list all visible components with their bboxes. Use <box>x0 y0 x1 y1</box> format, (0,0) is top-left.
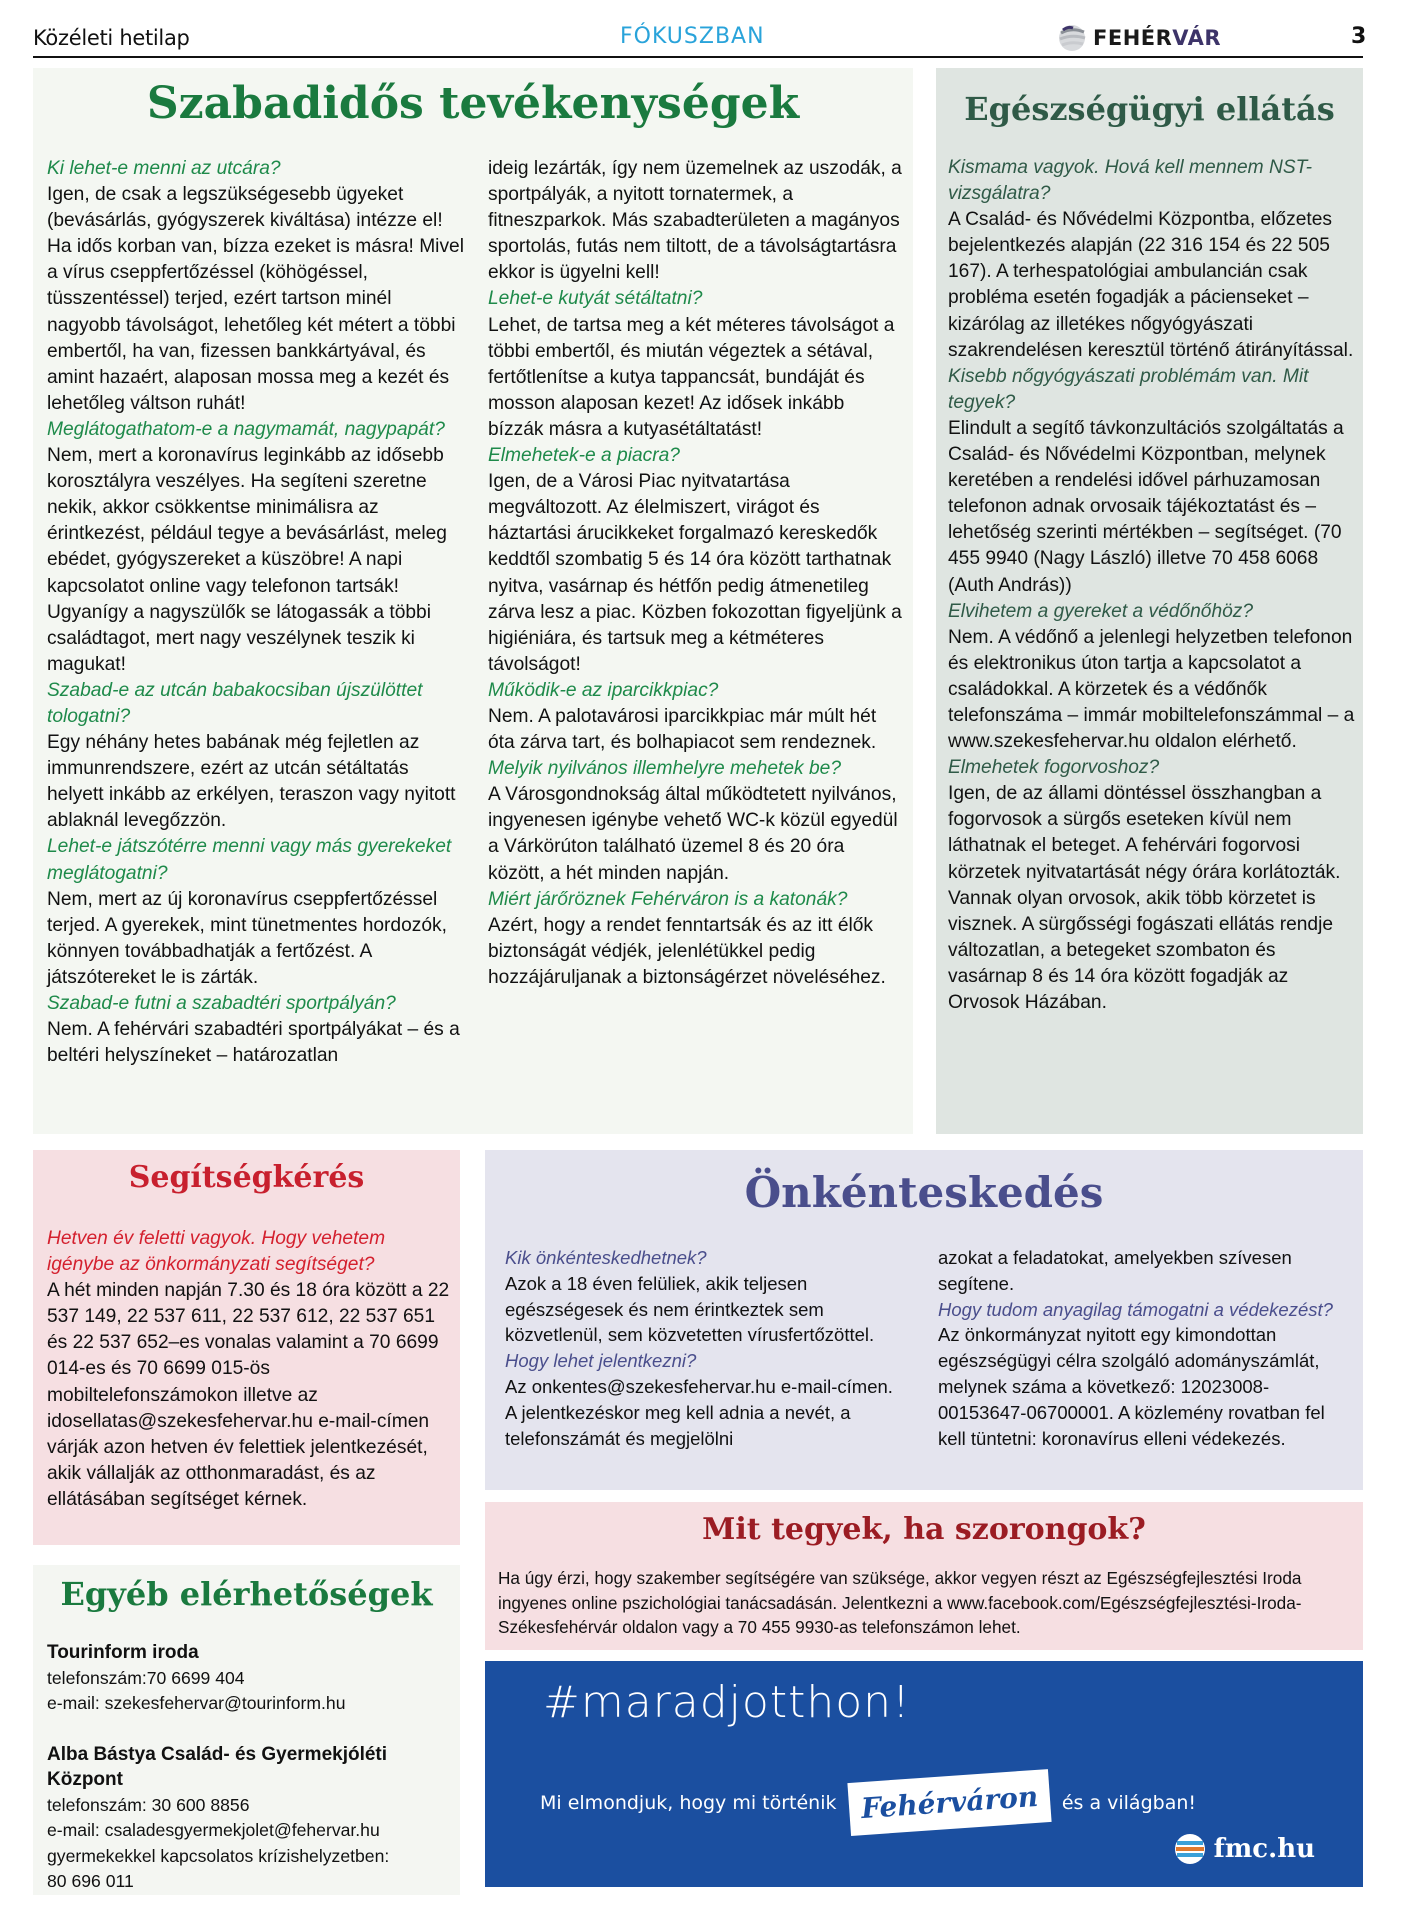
answer-text: A Városgondnokság által működtetett nyilvános, ingyenesen igénybe vehető WC-k közül egyedül a Várkörúton található üzemel 8 és 20 óra között, a hét minden napján. <box>488 784 898 884</box>
answer-text: Ha úgy érzi, hogy szakember segítségére van szüksége, akkor vegyen részt az Egészségfejlesztési Iroda ingyenes online pszichológiai tanácsadásán. Jelentkezni a www.facebook.com/Egészségfejlesztési-Iroda-Székesfehérvár oldalon vagy a 70 455 9930-as telefonszámon lehet. <box>498 1568 1302 1638</box>
section-title-onkentes: Önkénteskedés <box>744 1168 1104 1217</box>
szorongas-text <box>498 1566 1354 1640</box>
question-text: Működik-e az iparcikkpiac? <box>488 679 719 701</box>
ad-slogan-after: és a világban! <box>1061 1791 1196 1814</box>
contact-line: 80 696 011 <box>47 1871 134 1891</box>
answer-text: Nem. A fehérvári szabadtéri sportpályákat – és a beltéri helyszíneket – határozatlan <box>47 1019 460 1067</box>
ad-card-feherváron: Fehérváron <box>847 1769 1052 1836</box>
answer-text: Igen, de a Városi Piac nyitvatartása megváltozott. Az élelmiszert, virágot és háztartási árucikkeket forgalmazó kereskedők keddtől szombatig 5 és 14 óra között tarthatnak nyitva, vasárnap és hétfőn pedig átmenetileg zárva lesz a piac. Közben fokozottan figyeljünk a higiéniára, és tartsuk meg a kétméteres távolságot! <box>488 471 902 675</box>
contact-line: telefonszám: 30 600 8856 <box>47 1794 250 1815</box>
egyeb-contacts <box>47 1640 457 1895</box>
onkentes-column-1 <box>505 1245 905 1451</box>
answer-text: Azok a 18 éven felüliek, akik teljesen egészségesek és nem érintkeztek sem közvetlenül, sem közvetetten vírusfertőzöttel. <box>505 1272 875 1346</box>
question-text: Kik önkénteskedhetnek? <box>505 1247 707 1268</box>
section-title-szabadido: Szabadidős tevékenységek <box>146 78 800 129</box>
answer-text: azokat a feladatokat, amelyekben szívesen segítene. <box>938 1247 1292 1294</box>
question-text: Kisebb nőgyógyászati problémám van. Mit tegyek? <box>948 365 1309 413</box>
question-text: Elmehetek-e a piacra? <box>488 445 680 467</box>
page-number: 3 <box>1351 24 1367 49</box>
answer-text: ideig lezárták, így nem üzemelnek az uszodák, a sportpályák, a nyitott tornatermek, a fitneszparkok. Más szabadterületen a magányos sportolás, futás nem tiltott, de a távolságtartásra ekkor is ügyelni kell! <box>488 158 902 284</box>
section-title-szorongas: Mit tegyek, ha szorongok? <box>702 1512 1146 1547</box>
contact-org-name: Tourinform iroda <box>47 1642 199 1663</box>
question-text: Meglátogathatom-e a nagymamát, nagypapát? <box>47 418 445 440</box>
answer-text: Egy néhány hetes babának még fejletlen az immunrendszere, ezért az utcán sétáltatás helyett inkább az erkélyen, teraszon vagy nyitott ablaknál levegőzzön. <box>47 732 456 832</box>
answer-text: Igen, de az állami döntéssel összhangban a fogorvosok a sürgős eseteken kívül nem láthatnak el beteget. A fehérvári fogorvosi körzetek nyitvatartását négy órára korlátozták. Vannak olyan orvosok, akik több körzetet is visznek. A sürgősségi fogászati ellátás rendje változatlan, a betegeket szombaton és vasárnap 8 és 14 óra között fogadják az Orvosok Házában. <box>948 783 1341 1013</box>
ad-slogan <box>540 1776 1196 1829</box>
logo-text-feher: FEHÉR <box>1093 26 1173 50</box>
question-text: Elvihetem a gyereket a védőnőhöz? <box>948 600 1254 622</box>
answer-text: Nem, mert az új koronavírus cseppfertőzéssel terjed. A gyerekek, mint tünetmentes hordozók, könnyen továbbadhatják a fertőzést. A játszótereket le is zárták. <box>47 888 447 988</box>
answer-text: A hét minden napján 7.30 és 18 óra között a 22 537 149, 22 537 611, 22 537 612, 22 537 651 és 22 537 652–es vonalas valamint a 70 6699 014-es és 70 6699 015-ös mobiltelefonszámokon illetve az idosellatas@szekesfehervar.hu e-mail-címen várják azon hetven év felettiek jelentkezését, akik vállalják az otthonmaradást, és az ellátásában segítséget kérnek. <box>47 1280 450 1510</box>
header-rule <box>33 56 1363 58</box>
ad-banner-maradjotthon[interactable] <box>485 1661 1363 1887</box>
ad-slogan-before: Mi elmondjuk, hogy mi történik <box>540 1791 837 1814</box>
question-text: Ki lehet-e menni az utcára? <box>47 158 281 179</box>
onkentes-column-2 <box>938 1245 1356 1451</box>
contact-line: e-mail: csaladesgyermekjolet@fehervar.hu <box>47 1820 380 1840</box>
fmc-globe-icon <box>1174 1833 1206 1865</box>
contact-line: e-mail: szekesfehervar@tourinform.hu <box>47 1693 346 1713</box>
answer-text: Elindult a segítő távkonzultációs szolgáltatás a Család- és Nővédelmi Központban, melynek keretében a rendelési idővel párhuzamosan telefonon adnak orvosaik tájékoztatást és – lehetőség szerinti mértékben – segítséget. (70 455 9940 (Nagy László) illetve 70 458 6068 (Auth András)) <box>948 417 1344 596</box>
question-text: Szabad-e az utcán babakocsiban újszülöttet tologatni? <box>47 679 423 727</box>
question-text: Elmehetek fogorvoshoz? <box>948 757 1160 779</box>
question-text: Szabad-e futni a szabadtéri sportpályán? <box>47 993 396 1014</box>
contact-line: gyermekekkel kapcsolatos krízishelyzetben: <box>47 1845 390 1866</box>
answer-text: Lehet, de tartsa meg a két méteres távolságot a többi embertől, és miután végeztek a sétával, fertőtlenítse a kutya tappancsát, bundáját és mosson alaposan kezet! Az idősek inkább bízzák másra a kutyasétáltatást! <box>488 314 895 440</box>
question-text: Miért járőröznek Fehérváron is a katonák? <box>488 888 848 910</box>
question-text: Hogy lehet jelentkezni? <box>505 1350 697 1372</box>
globe-logo-icon <box>1057 23 1087 53</box>
szabadido-column-1 <box>47 156 465 1069</box>
answer-text: Nem. A védőnő a jelenlegi helyzetben telefonon és elektronikus úton tartja a kapcsolatot a családokkal. A körzetek és a védőnők telefonszáma – immár mobiltelefonszámmal – a www.szekesfehervar.hu oldalon elérhető. <box>948 626 1355 753</box>
header-logo <box>1057 23 1221 53</box>
answer-text: Az önkormányzat nyitott egy kimondottan egészségügyi célra szolgáló adományszámlát, melynek száma a következő: 12023008-00153647-06700001. A közlemény rovatban fel kell tüntetni: koronavírus elleni védekezés. <box>938 1324 1325 1449</box>
answer-text: A Család- és Nővédelmi Központba, előzetes bejelentkezés alapján (22 316 154 és 22 505 167). A terhespatológiai ambulancián csak probléma esetén fogadják a pácienseket – kizárólag az illetékes nőgyógyászati szakrendelésen keresztül történő átirányítással. <box>948 209 1354 361</box>
section-title-segitseg: Segítségkérés <box>128 1160 365 1195</box>
spacer <box>47 1717 457 1742</box>
question-text: Melyik nyilvános illemhelyre mehetek be? <box>488 758 841 780</box>
question-text: Hetven év feletti vagyok. Hogy vehetem igénybe az önkormányzati segítséget? <box>47 1228 386 1276</box>
ad-hashtag: #maradjotthon! <box>543 1677 911 1728</box>
ad-site-link[interactable] <box>1174 1833 1315 1865</box>
header-section: FÓKUSZBAN <box>620 24 765 49</box>
szabadido-column-2 <box>488 156 903 991</box>
answer-text: Nem, mert a koronavírus leginkább az idősebb korosztályra veszélyes. Ha segíteni szeretne nekik, akkor csökkentse minimálisra az érintkezést, például tegye a bevásárlást, meleg ebédet, gyógyszereket a küszöbre! A napi kapcsolatot online vagy telefonon tartsák! Ugyanígy a nagyszülők se látogassák a többi családtagot, mert nagy veszélynek teszik ki magukat! <box>47 445 447 675</box>
question-text: Lehet-e játszótérre menni vagy más gyerekeket meglátogatni? <box>47 836 452 884</box>
question-text: Kismama vagyok. Hová kell mennem NST-vizsgálatra? <box>948 157 1312 205</box>
question-text: Lehet-e kutyát sétáltatni? <box>488 288 703 310</box>
question-text: Hogy tudom anyagilag támogatni a védekezést? <box>938 1298 1333 1320</box>
section-title-egyeb: Egyéb elérhetőségek <box>60 1575 433 1613</box>
contact-line: telefonszám:70 6699 404 <box>47 1667 245 1688</box>
segitseg-column <box>47 1226 452 1513</box>
ad-site-text: fmc.hu <box>1213 1834 1315 1864</box>
answer-text: Igen, de csak a legszükségesebb ügyeket (bevásárlás, gyógyszerek kiváltása) intézze el! Ha idős korban van, bízza ezeket is másra! Mivel a vírus cseppfertőzéssel (köhögéssel, tüsszentéssel) terjed, ezért tartson minél nagyobb távolságot, lehetőleg két métert a többi embertől, ha van, fizessen bankkártyával, és amint hazaért, alaposan mossa meg a kezét és lehetőleg váltson ruhát! <box>47 184 464 414</box>
answer-text: Az onkentes@szekesfehervar.hu e-mail-címen. A jelentkezéskor meg kell adnia a nevét, a telefonszámát és megjelölni <box>505 1375 893 1449</box>
egeszseg-column <box>948 155 1358 1016</box>
answer-text: Nem. A palotavárosi iparcikkpiac már múlt hét óta zárva tart, és bolhapiacot sem rendeznek. <box>488 705 877 754</box>
section-title-egeszseg: Egészségügyi ellátás <box>964 90 1335 128</box>
answer-text: Azért, hogy a rendet fenntartsák és az itt élők biztonságát védjék, jelenlétükkel pedig hozzájáruljanak a biztonságérzet növeléséhez. <box>488 914 886 988</box>
logo-text-var: VÁR <box>1172 26 1222 50</box>
contact-org-name: Alba Bástya Család- és Gyermekjóléti Központ <box>47 1743 388 1790</box>
header-publication: Közéleti hetilap <box>33 26 190 50</box>
